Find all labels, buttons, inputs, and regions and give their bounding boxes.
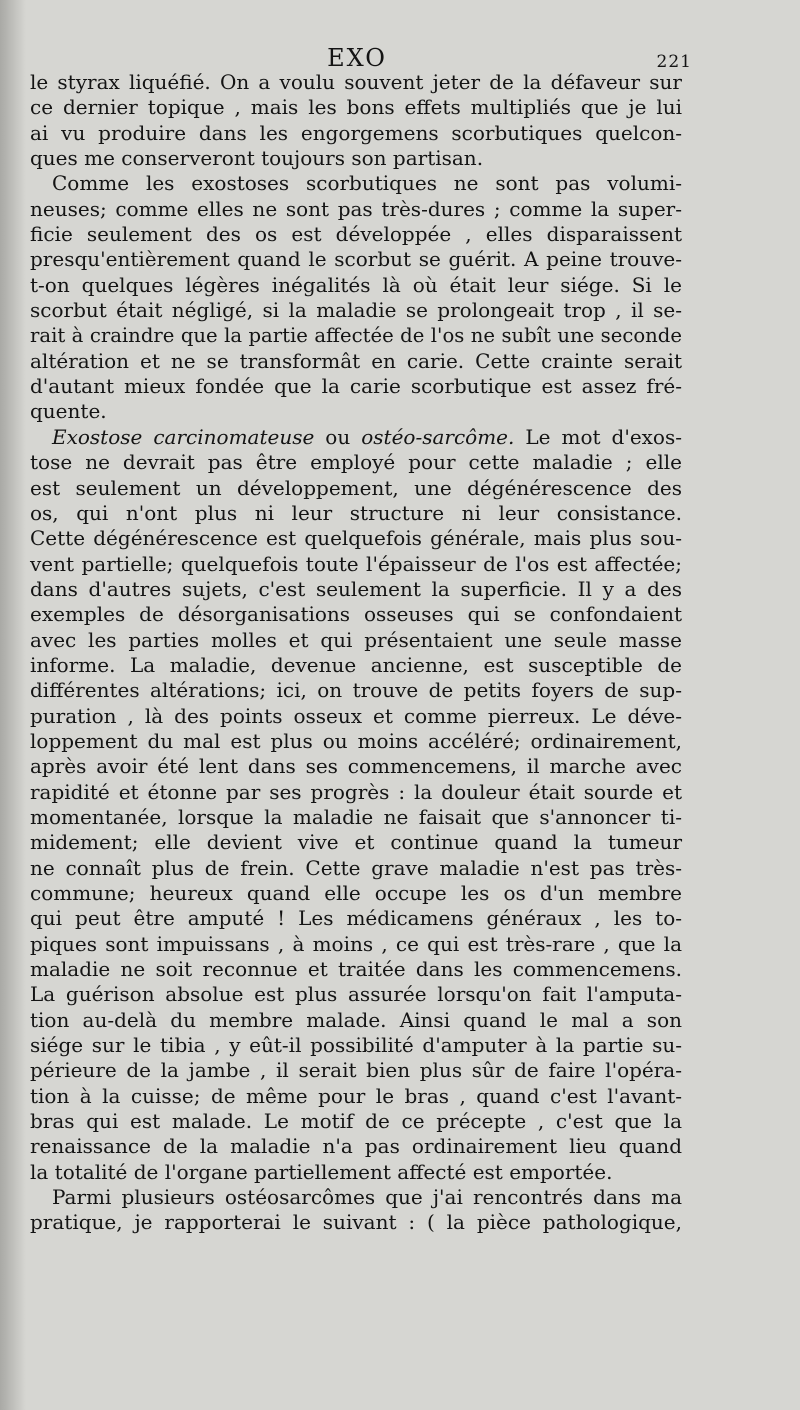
text-line: informe. La maladie, devenue ancienne, est susceptible de <box>30 652 682 677</box>
text-line: loppement du mal est plus ou moins accéléré; ordinairement, <box>30 728 682 753</box>
running-title: EXO <box>327 44 387 72</box>
section-term: Exostose carcinomateuse <box>52 424 315 449</box>
text-line: Comme les exostoses scorbutiques ne sont pas volumi- <box>52 171 682 196</box>
text-line: après avoir été lent dans ses commencemens, il marche avec <box>30 754 682 779</box>
text-line: vent partielle; quelquefois toute l'épaisseur de l'os est affectée; <box>30 551 682 576</box>
text-line: t-on quelques légères inégalités là où était leur siége. Si le <box>30 272 682 297</box>
text-line: le styrax liquéfié. On a voulu souvent jeter de la défaveur sur <box>30 70 682 94</box>
text-line: d'autant mieux fondée que la carie scorbutique est assez fré- <box>30 374 682 399</box>
text-line: pratique, je rapporterai le suivant : ( la pièce pathologique, <box>30 1210 682 1235</box>
text-line: presqu'entièrement quand le scorbut se guérit. A peine trouve- <box>30 247 682 272</box>
text-line: ce dernier topique , mais les bons effets multipliés que je lui <box>30 95 682 120</box>
text-line: Cette dégénérescence est quelquefois générale, mais plus sou- <box>30 526 682 551</box>
text-line: différentes altérations; ici, on trouve de petits foyers de sup- <box>30 678 682 703</box>
text-line: exemples de désorganisations osseuses qui se confondaient <box>30 602 682 627</box>
text-line: avec les parties molles et qui présentaient une seule masse <box>30 627 682 652</box>
text-line: scorbut était négligé, si la maladie se prolongeait trop , il se- <box>30 298 682 323</box>
text-line: Parmi plusieurs ostéosarcômes que j'ai rencontrés dans ma <box>52 1185 682 1210</box>
page-number: 221 <box>656 52 692 72</box>
section-term-connector: ou <box>314 424 362 449</box>
text-line: la totalité de l'organe partiellement affecté est emportée. <box>30 1159 613 1184</box>
text-line: renaissance de la maladie n'a pas ordinairement lieu quand <box>30 1134 682 1159</box>
text-line: La guérison absolue est plus assurée lorsqu'on fait l'amputa- <box>30 982 682 1007</box>
text-line: périeure de la jambe , il serait bien plus sûr de faire l'opéra- <box>30 1058 682 1083</box>
text-line: ques me conserveront toujours son partisan. <box>30 146 484 171</box>
text-line: midement; elle devient vive et continue quand la tumeur <box>30 830 682 855</box>
text-line: ficie seulement des os est développée , elles disparaissent <box>30 222 682 247</box>
text-line: est seulement un développement, une dégénérescence des <box>30 475 682 500</box>
text-line: neuses; comme elles ne sont pas très-dures ; comme la super- <box>30 196 682 221</box>
text-line: piques sont impuissans , à moins , ce qui est très-rare , que la <box>30 931 682 956</box>
text-line: tose ne devrait pas être employé pour cette maladie ; elle <box>30 450 682 475</box>
section-heading-line <box>30 425 682 450</box>
text-line: siége sur le tibia , y eût-il possibilité d'amputer à la partie su- <box>30 1033 682 1058</box>
text-line: puration , là des points osseux et comme pierreux. Le déve- <box>30 703 682 728</box>
text-line: tion au-delà du membre malade. Ainsi quand le mal a son <box>30 1007 682 1032</box>
text-line: dans d'autres sujets, c'est seulement la superficie. Il y a des <box>30 576 682 601</box>
text-line: rait à craindre que la partie affectée de l'os ne subît une seconde <box>30 324 682 348</box>
text-line: qui peut être amputé ! Les médicamens généraux , les to- <box>30 906 682 931</box>
text-line: altération et ne se transformât en carie. Cette crainte serait <box>30 348 682 373</box>
text-line: rapidité et étonne par ses progrès : la douleur était sourde et <box>30 779 682 804</box>
body-text <box>30 70 682 1236</box>
text-line: os, qui n'ont plus ni leur structure ni leur consistance. <box>30 500 682 525</box>
text-line: maladie ne soit reconnue et traitée dans les commencemens. <box>30 957 682 982</box>
text-line: tion à la cuisse; de même pour le bras , quand c'est l'avant- <box>30 1083 682 1108</box>
text-line: ne connaît plus de frein. Cette grave maladie n'est pas très- <box>30 855 682 880</box>
section-term-alt: ostéo-sarcôme. <box>361 424 515 449</box>
text-line: quente. <box>30 399 107 424</box>
text-line: commune; heureux quand elle occupe les os d'un membre <box>30 881 682 905</box>
text-line: bras qui est malade. Le motif de ce précepte , c'est que la <box>30 1109 682 1134</box>
text-line: ai vu produire dans les engorgemens scorbutiques quelcon- <box>30 120 682 145</box>
text-line: momentanée, lorsque la maladie ne faisait que s'annoncer ti- <box>30 804 682 829</box>
section-line-rest: Le mot d'exos- <box>514 424 682 449</box>
